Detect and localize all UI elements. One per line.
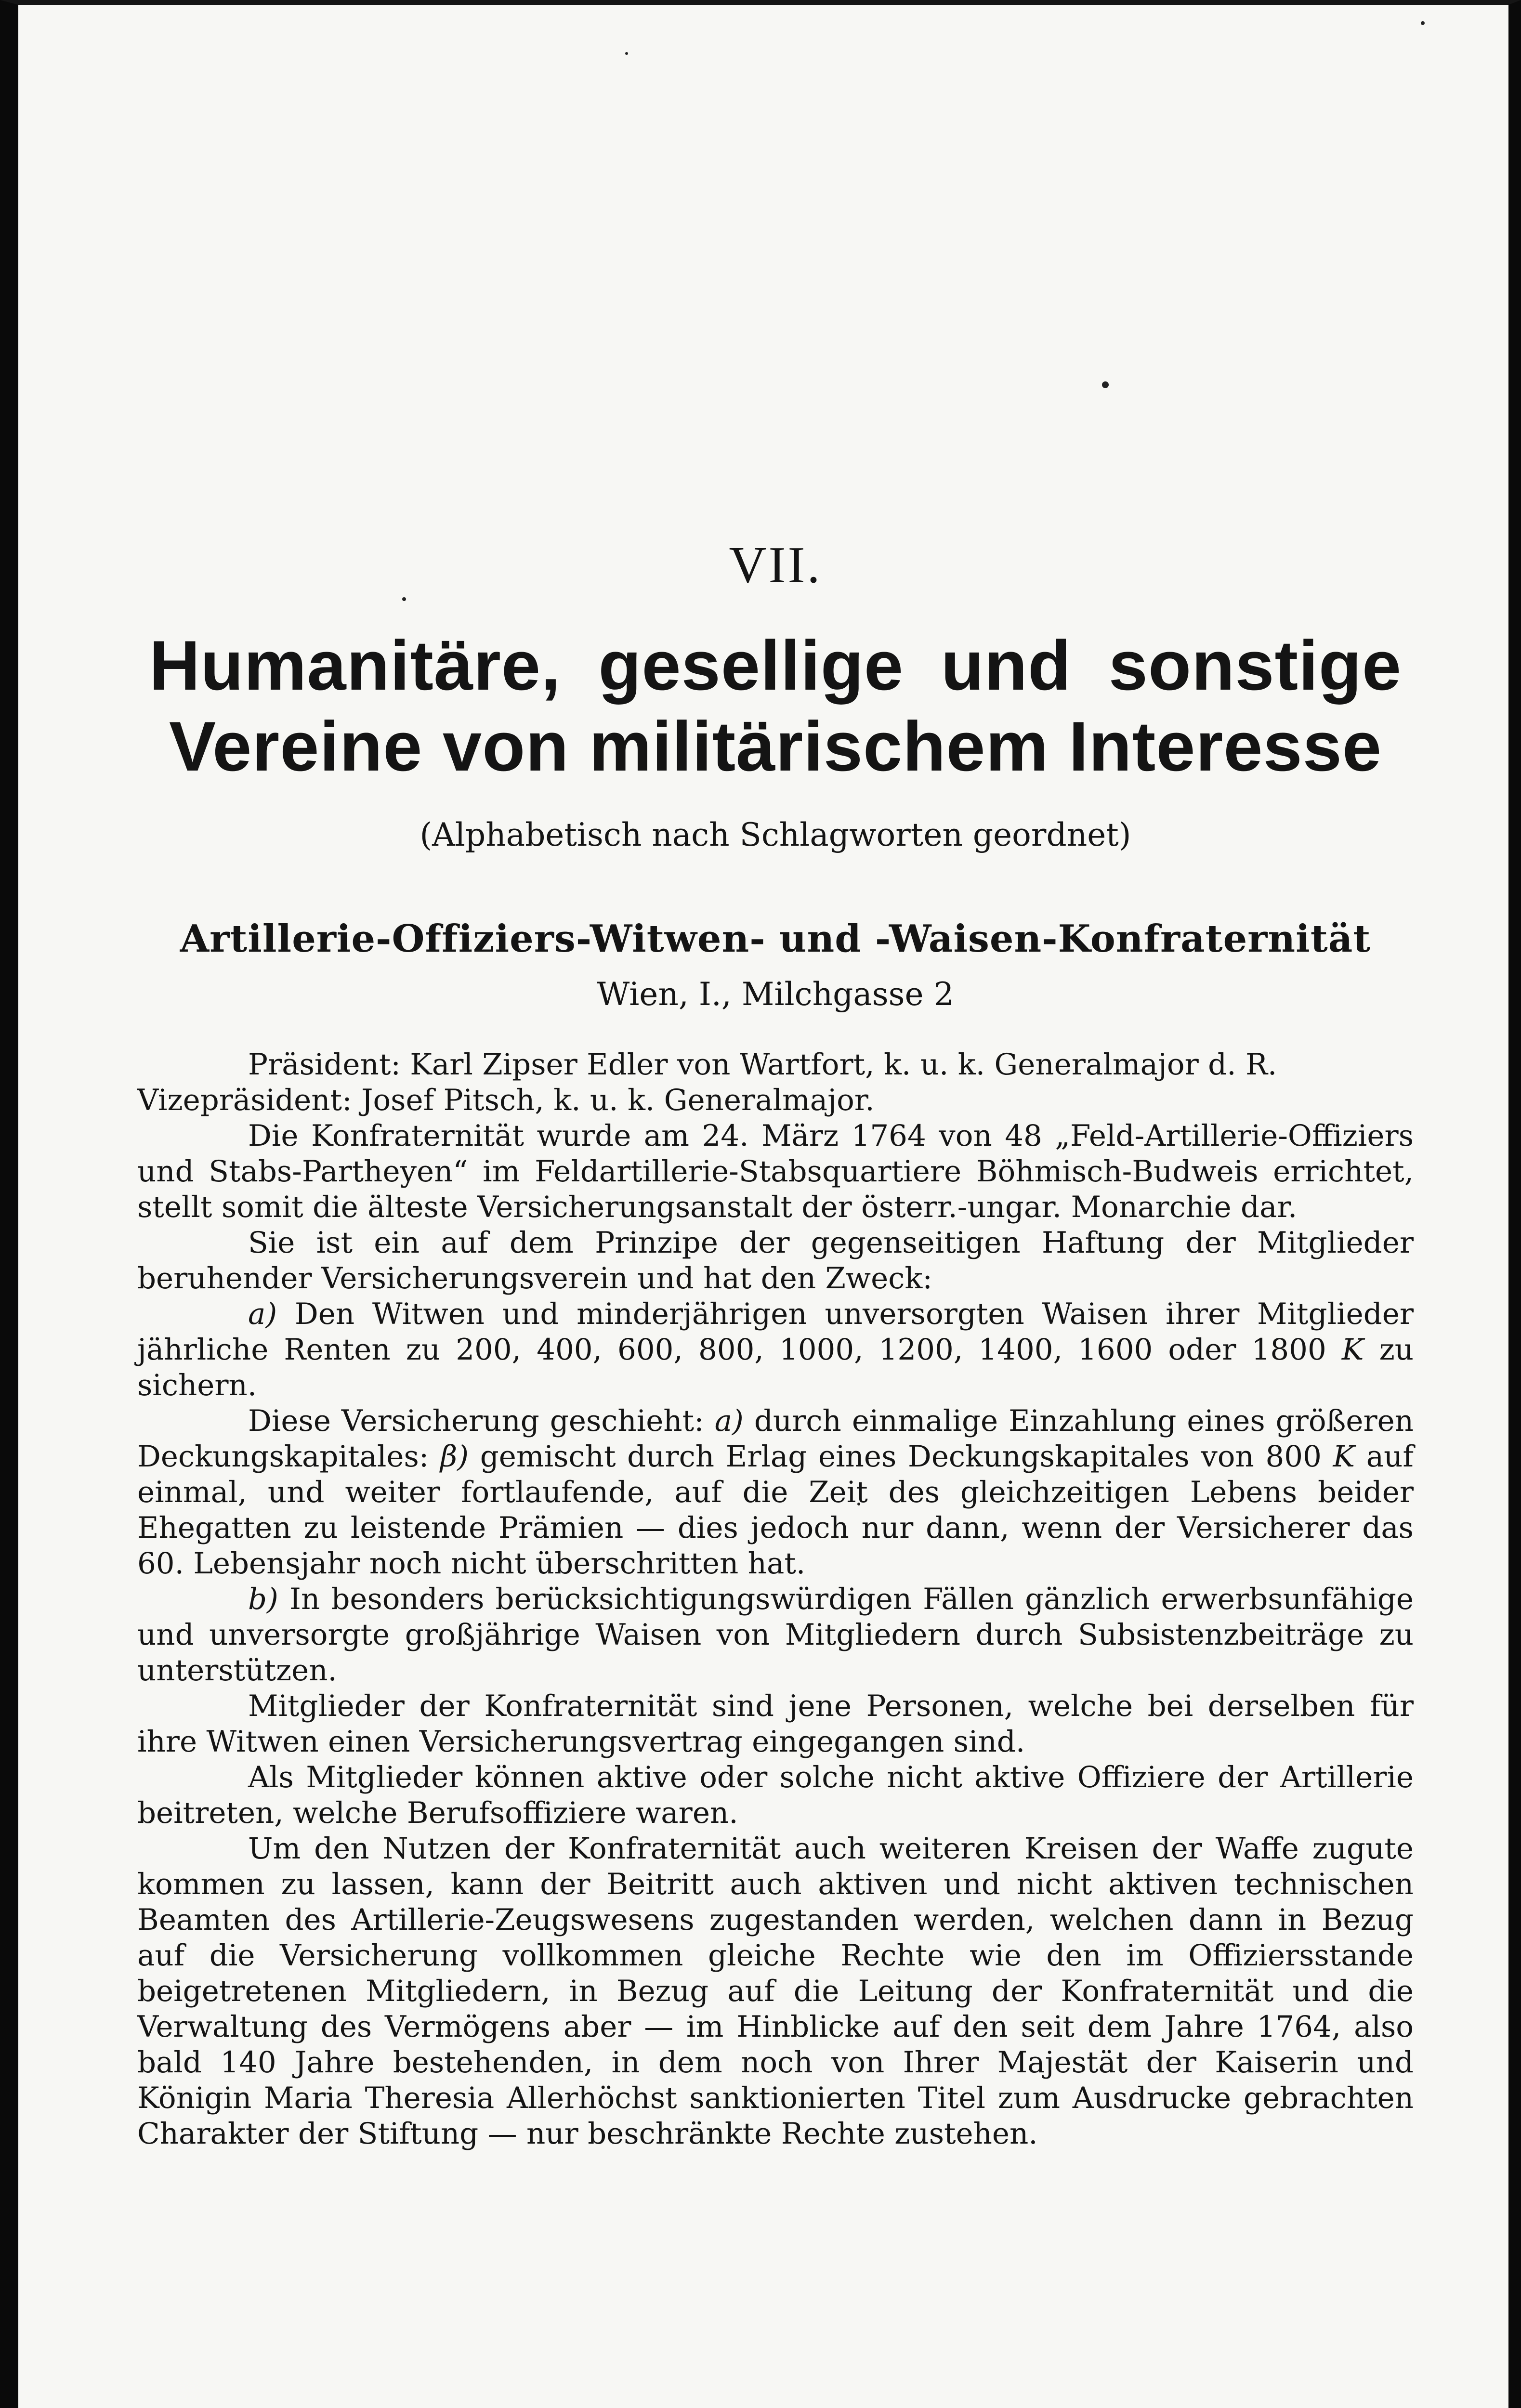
paragraph-purpose-a <box>137 1296 1414 1403</box>
paragraph-purpose-b <box>137 1582 1414 1688</box>
paragraph-members: Mitglieder der Konfraternität sind jene Personen, welche bei derselben für ihre Witwen einen Versicherungsvertrag eingegangen sind. <box>137 1688 1414 1759</box>
chapter-title <box>137 625 1414 787</box>
body-text <box>137 1047 1414 2152</box>
list-marker-alpha: a) <box>714 1403 744 1438</box>
paragraph-purpose-b-text: In besonders berücksichtigungswürdigen Fällen gänzlich erwerbsunfähige und unversorgte großjährige Waisen von Mitgliedern durch Subsistenzbeiträge zu unterstützen. <box>137 1582 1414 1688</box>
paragraph-insurance <box>137 1403 1414 1582</box>
paragraph-purpose-a-text: Den Witwen und minderjährigen unversorgten Waisen ihrer Mitglieder jährliche Renten zu 200, 400, 600, 800, 1000, 1200, 1400, 1600 oder 1800 <box>137 1296 1414 1367</box>
currency-unit: K <box>1333 1439 1355 1474</box>
paragraph-insurance-text-2: durch einmalige Einzahlung eines größeren Deckungskapitales: <box>137 1403 1414 1474</box>
list-marker-beta: β) <box>440 1439 469 1474</box>
currency-unit: K <box>1341 1332 1364 1367</box>
scan-speck <box>1102 381 1109 388</box>
paragraph-founding: Die Konfraternität wurde am 24. März 1764 von 48 „Feld-Artillerie-Offiziers und Stabs-Partheyen“ im Feldartillerie-Stabsquartiere Böhmisch-Budweis errichtet, stellt somit die älteste Versicherungsanstalt der österr.-ungar. Monarchie dar. <box>137 1118 1414 1224</box>
section-address: Wien, I., Milchgasse 2 <box>597 975 954 1013</box>
paragraph-vice-president: Vizepräsident: Josef Pitsch, k. u. k. Generalmajor. <box>137 1083 875 1117</box>
paragraph-extension: Um den Nutzen der Konfraternität auch weiteren Kreisen der Waffe zugute kommen zu lassen, kann der Beitritt auch aktiven und nicht aktiven technischen Beamten des Artillerie-Zeugswesens zugestanden werden, welchen dann in Bezug auf die Versicherung vollkommen gleiche Rechte wie den im Offiziersstande beigetretenen Mitgliedern, in Bezug auf die Leitung der Konfraternität und die Verwaltung des Vermögens aber — im Hinblicke auf den seit dem Jahre 1764, also bald 140 Jahre bestehenden, in dem noch von Ihrer Majestät der Kaiserin und Königin Maria Theresia Allerhöchst sanktionierten Titel zum Ausdrucke gebrachten Charakter der Stiftung — nur beschränkte Rechte zustehen. <box>137 1831 1414 2151</box>
paragraph-purpose: Sie ist ein auf dem Prinzipe der gegenseitigen Haftung der Mitglieder beruhender Versicherungsverein und hat den Zweck: <box>137 1225 1414 1296</box>
scan-speck <box>625 52 628 55</box>
chapter-subtitle: (Alphabetisch nach Schlagworten geordnet) <box>420 816 1131 853</box>
document-page <box>137 539 1414 2152</box>
list-marker-a: a) <box>248 1296 277 1331</box>
scan-speck <box>1421 21 1425 25</box>
paragraph-insurance-text: Diese Versicherung geschieht: <box>248 1403 704 1438</box>
paragraph-insurance-text-3: gemischt durch Erlag eines Deckungskapitales von 800 <box>480 1439 1322 1474</box>
paragraph-president: Präsident: Karl Zipser Edler von Wartfort, k. u. k. Generalmajor d. R. <box>248 1047 1277 1082</box>
chapter-title-line-2: Vereine von militärischem Interesse <box>169 707 1382 785</box>
chapter-title-line-1: Humanitäre, gesellige und sonstige <box>149 626 1402 705</box>
section-heading: Artillerie-Offiziers-Witwen- und -Waisen-Konfraternität <box>180 917 1371 961</box>
chapter-number: VII. <box>729 537 822 594</box>
paragraph-eligibility: Als Mitglieder können aktive oder solche nicht aktive Offiziere der Artillerie beitreten, welche Berufsoffiziere waren. <box>137 1760 1414 1830</box>
paragraph-insurance-text-4: auf einmal, und weiter fortlaufende, auf die Zeit des gleichzeitigen Lebens beider Ehegatten zu leistende Prämien — dies jedoch nur dann, wenn der Versicherer das 60. Lebensjahr noch nicht überschritten hat. <box>137 1439 1414 1581</box>
paragraph-purpose-a-text-end: zu sichern. <box>137 1332 1414 1402</box>
list-marker-b: b) <box>248 1582 278 1616</box>
